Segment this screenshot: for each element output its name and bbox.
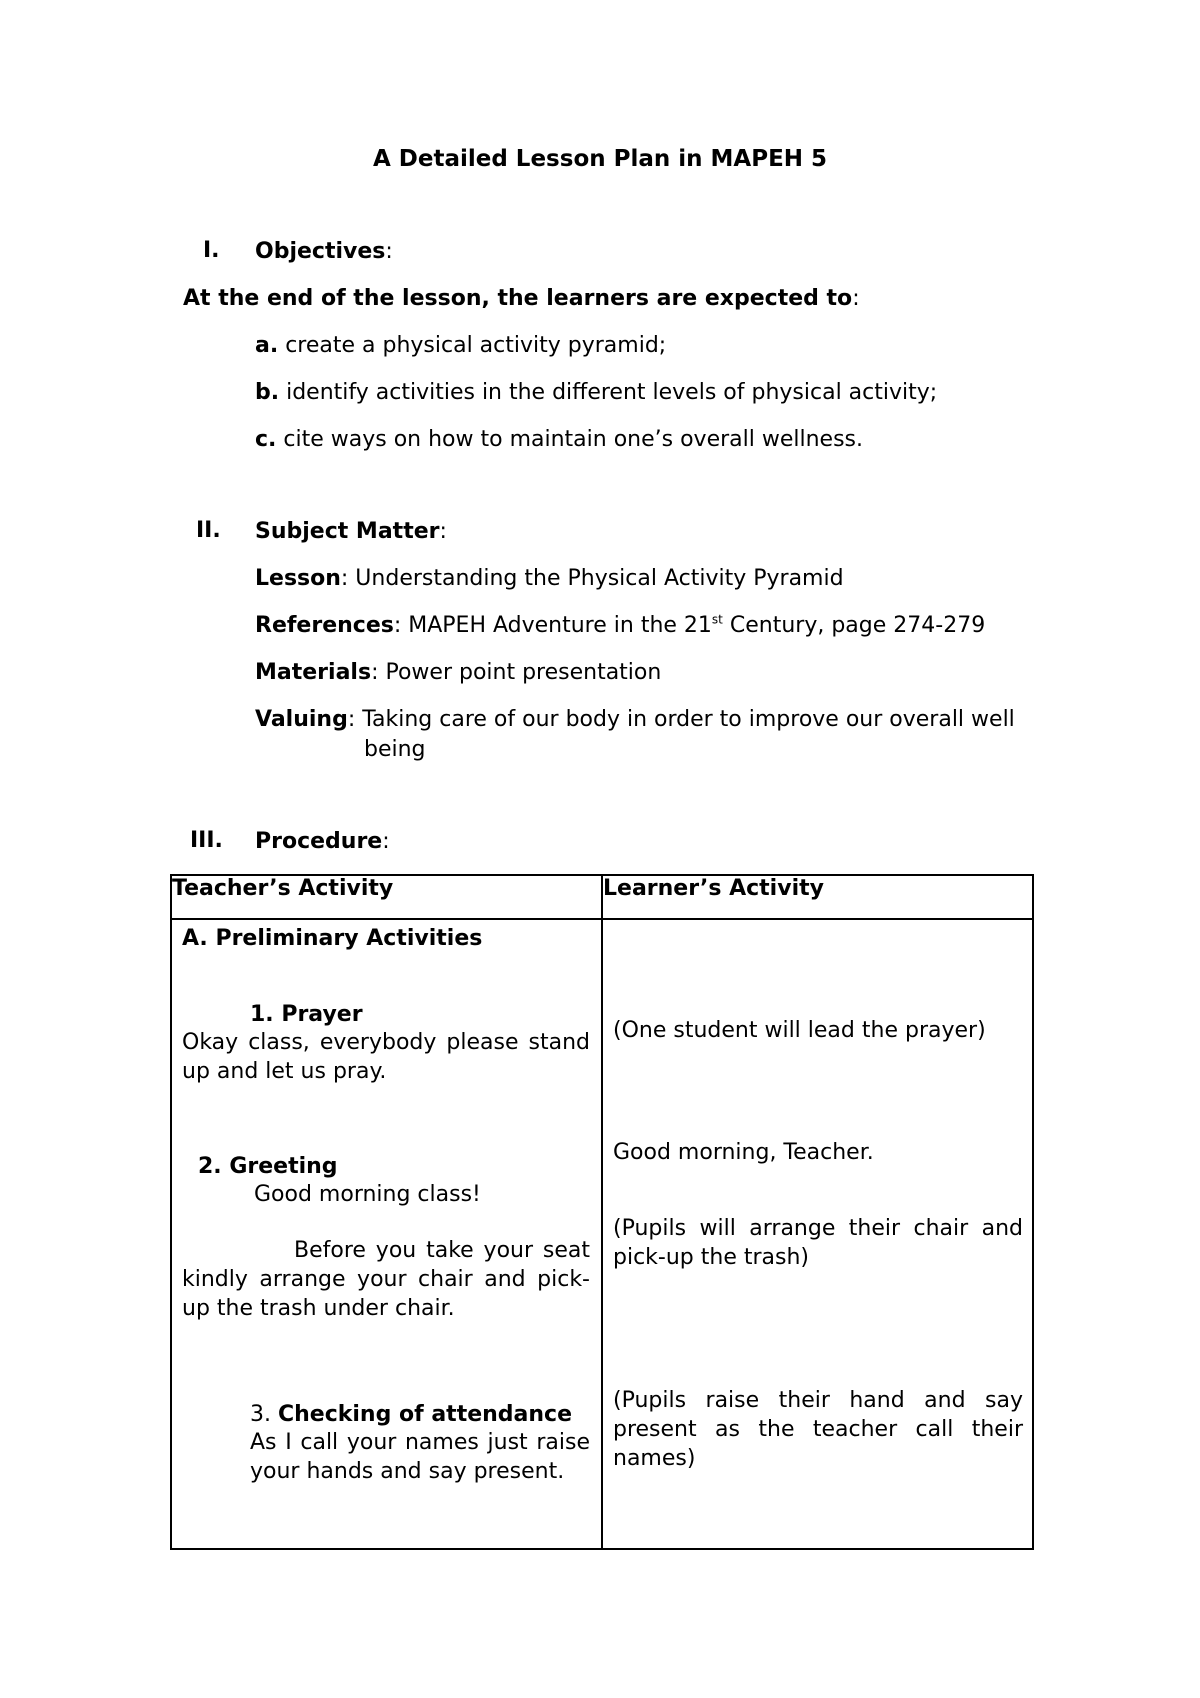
procedure-numeral: III. — [190, 828, 223, 853]
subject-matter-heading-text: Subject Matter — [255, 519, 440, 544]
subject-matter-heading — [255, 518, 447, 546]
objective-text-c: cite ways on how to maintain one’s overall wellness. — [276, 427, 863, 452]
objectives-intro-colon: : — [852, 286, 860, 311]
references-superscript: st — [711, 612, 723, 627]
valuing-label: Valuing — [255, 707, 348, 732]
lesson-value: : Understanding the Physical Activity Pyramid — [340, 566, 844, 591]
greeting-teacher-text-2: Before you take your seat kindly arrange your chair and pick-up the trash under chair. — [182, 1238, 590, 1321]
teacher-activity-cell — [171, 919, 602, 1549]
attendance-heading-text: Checking of attendance — [277, 1402, 573, 1427]
objectives-heading-colon: : — [385, 239, 393, 264]
attendance-heading-number: 3. — [250, 1402, 278, 1427]
prayer-heading: 1. Prayer — [250, 1002, 363, 1027]
materials-value: : Power point presentation — [371, 660, 662, 685]
teacher-activity-content — [172, 920, 601, 1548]
greeting-heading: 2. Greeting — [198, 1154, 338, 1179]
preliminary-activities-heading: A. Preliminary Activities — [182, 926, 483, 951]
header-learner-activity: Learner’s Activity — [602, 875, 1033, 919]
valuing-value-line2: being — [364, 737, 426, 762]
valuing-value-line1: : Taking care of our body in order to improve our overall well — [347, 707, 1015, 732]
objective-letter-c: c. — [255, 427, 277, 452]
procedure-heading-colon: : — [382, 829, 390, 854]
procedure-table-header-row — [171, 875, 1033, 919]
objective-letter-b: b. — [255, 380, 280, 405]
objectives-numeral: I. — [203, 238, 220, 263]
learner-activity-cell — [602, 919, 1033, 1549]
objectives-intro-text: At the end of the lesson, the learners are expected to — [183, 286, 853, 311]
objectives-heading — [255, 238, 393, 266]
attendance-teacher-text: As I call your names just raise your hands and say present. — [250, 1430, 590, 1484]
attendance-heading — [250, 1400, 572, 1429]
objective-item-a — [255, 332, 666, 360]
objective-text-a: create a physical activity pyramid; — [278, 333, 667, 358]
references-value-pre: : MAPEH Adventure in the 21 — [393, 613, 712, 638]
valuing-line — [255, 706, 1015, 734]
materials-line — [255, 659, 661, 687]
attendance-learner-text: (Pupils raise their hand and say present as the teacher call their names) — [613, 1388, 1023, 1471]
references-line — [255, 612, 985, 640]
procedure-table-body-row — [171, 919, 1033, 1549]
procedure-table — [170, 874, 1034, 1550]
objective-item-c — [255, 426, 863, 454]
references-label: References — [255, 613, 394, 638]
document-title: A Detailed Lesson Plan in MAPEH 5 — [372, 146, 828, 172]
objectives-intro — [183, 285, 860, 313]
greeting-teacher-text-1: Good morning class! — [254, 1182, 481, 1207]
prayer-learner-text: (One student will lead the prayer) — [613, 1018, 986, 1043]
subject-matter-numeral: II. — [196, 518, 221, 543]
greeting-learner-text-1: Good morning, Teacher. — [613, 1140, 874, 1165]
subject-matter-heading-colon: : — [439, 519, 447, 544]
prayer-teacher-text: Okay class, everybody please stand up and let us pray. — [182, 1030, 590, 1084]
objective-letter-a: a. — [255, 333, 279, 358]
objectives-heading-text: Objectives — [255, 239, 386, 264]
lesson-line — [255, 565, 844, 593]
procedure-heading — [255, 828, 390, 856]
learner-activity-content — [603, 920, 1032, 1548]
header-teacher-activity: Teacher’s Activity — [171, 875, 602, 919]
objective-item-b — [255, 379, 937, 407]
procedure-heading-text: Procedure — [255, 829, 383, 854]
materials-label: Materials — [255, 660, 372, 685]
objective-text-b: identify activities in the different levels of physical activity; — [279, 380, 938, 405]
greeting-learner-text-2: (Pupils will arrange their chair and pick-up the trash) — [613, 1216, 1023, 1270]
lesson-label: Lesson — [255, 566, 341, 591]
references-value-post: Century, page 274-279 — [722, 613, 986, 638]
